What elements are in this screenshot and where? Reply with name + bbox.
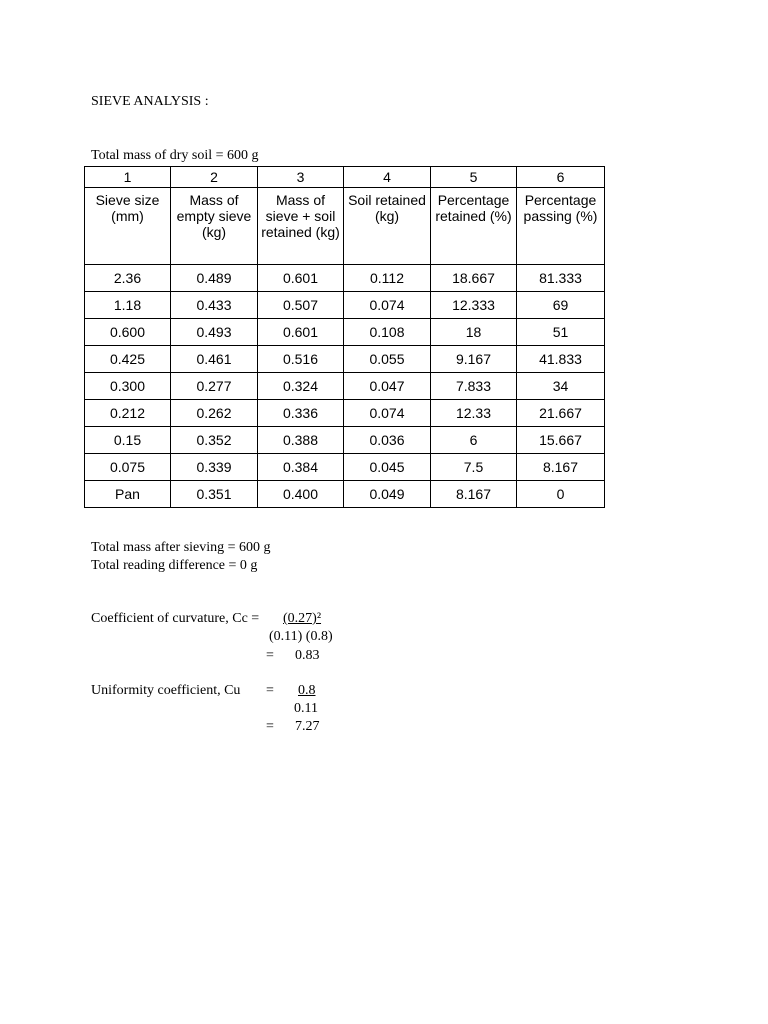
table-row-cell: 6 — [431, 427, 517, 454]
table-row-cell: 0 — [517, 481, 605, 508]
table-row-cell: 12.333 — [431, 292, 517, 319]
table-row-cell: 0.507 — [258, 292, 344, 319]
table-row-cell: 0.047 — [344, 373, 431, 400]
table-row-cell: 0.074 — [344, 292, 431, 319]
table-row-cell: 18.667 — [431, 265, 517, 292]
table-row-cell: 0.351 — [171, 481, 258, 508]
table-row-cell: 0.15 — [85, 427, 171, 454]
table-row-cell: 0.489 — [171, 265, 258, 292]
table-row — [85, 481, 605, 508]
column-number-row-cell: 1 — [85, 167, 171, 188]
cu-label: Uniformity coefficient, Cu — [91, 683, 241, 698]
cu-numerator: 0.8 — [298, 683, 316, 698]
column-header-row-cell: Percentage passing (%) — [517, 188, 605, 265]
table-row-cell: 0.049 — [344, 481, 431, 508]
cc-label: Coefficient of curvature, Cc = — [91, 611, 260, 626]
table-row-cell: 0.425 — [85, 346, 171, 373]
table-row-cell: 12.33 — [431, 400, 517, 427]
table-row-cell: Pan — [85, 481, 171, 508]
column-number-row-cell: 4 — [344, 167, 431, 188]
table-row-cell: 0.075 — [85, 454, 171, 481]
table-row-cell: 0.601 — [258, 319, 344, 346]
column-number-row — [85, 167, 605, 188]
total-reading-difference-line: Total reading difference = 0 g — [91, 558, 258, 573]
table-row — [85, 292, 605, 319]
table-row-cell: 0.388 — [258, 427, 344, 454]
column-header-row-cell: Mass of sieve + soil retained (kg) — [258, 188, 344, 265]
table-row-cell: 0.262 — [171, 400, 258, 427]
total-mass-line: Total mass of dry soil = 600 g — [91, 148, 259, 163]
table-row-cell: 0.516 — [258, 346, 344, 373]
table-row-cell: 0.045 — [344, 454, 431, 481]
table-row — [85, 427, 605, 454]
table-row-cell: 0.400 — [258, 481, 344, 508]
table-row-cell: 2.36 — [85, 265, 171, 292]
table-row-cell: 0.055 — [344, 346, 431, 373]
table-row-cell: 0.108 — [344, 319, 431, 346]
cc-result: 0.83 — [295, 648, 320, 663]
table-row — [85, 454, 605, 481]
table-row-cell: 0.601 — [258, 265, 344, 292]
table-row-cell: 0.336 — [258, 400, 344, 427]
sieve-analysis-table — [84, 166, 605, 508]
table-row-cell: 0.352 — [171, 427, 258, 454]
table-row-cell: 0.461 — [171, 346, 258, 373]
table-row-cell: 0.036 — [344, 427, 431, 454]
column-number-row-cell: 3 — [258, 167, 344, 188]
page-title: SIEVE ANALYSIS : — [91, 94, 209, 109]
cc-equals: = — [266, 648, 274, 663]
cu-result-equals: = — [266, 719, 274, 734]
table-row-cell: 0.212 — [85, 400, 171, 427]
column-number-row-cell: 2 — [171, 167, 258, 188]
table-row-cell: 41.833 — [517, 346, 605, 373]
table-row-cell: 0.493 — [171, 319, 258, 346]
table-row — [85, 346, 605, 373]
column-header-row-cell: Mass of empty sieve (kg) — [171, 188, 258, 265]
table-row-cell: 21.667 — [517, 400, 605, 427]
table-row-cell: 0.324 — [258, 373, 344, 400]
table-row-cell: 69 — [517, 292, 605, 319]
table-row-cell: 0.384 — [258, 454, 344, 481]
table-row-cell: 0.433 — [171, 292, 258, 319]
table-row-cell: 0.300 — [85, 373, 171, 400]
table-row-cell: 8.167 — [431, 481, 517, 508]
table-row-cell: 0.112 — [344, 265, 431, 292]
column-header-row-cell: Soil retained (kg) — [344, 188, 431, 265]
table-row-cell: 15.667 — [517, 427, 605, 454]
cc-numerator: (0.27)² — [283, 611, 322, 626]
table-row — [85, 319, 605, 346]
table-row-cell: 0.277 — [171, 373, 258, 400]
table-row-cell: 81.333 — [517, 265, 605, 292]
table-row-cell: 7.5 — [431, 454, 517, 481]
total-after-sieving-line: Total mass after sieving = 600 g — [91, 540, 271, 555]
table-row-cell: 18 — [431, 319, 517, 346]
table-row-cell: 1.18 — [85, 292, 171, 319]
cc-denominator: (0.11) (0.8) — [269, 629, 333, 644]
table-row-cell: 7.833 — [431, 373, 517, 400]
table-row-cell: 0.074 — [344, 400, 431, 427]
cu-equals: = — [266, 683, 274, 698]
column-header-row — [85, 188, 605, 265]
table-row — [85, 265, 605, 292]
table-row — [85, 400, 605, 427]
table-row-cell: 34 — [517, 373, 605, 400]
table-row-cell: 9.167 — [431, 346, 517, 373]
column-number-row-cell: 5 — [431, 167, 517, 188]
table-row-cell: 51 — [517, 319, 605, 346]
table-row-cell: 8.167 — [517, 454, 605, 481]
cu-denominator: 0.11 — [294, 701, 318, 716]
column-header-row-cell: Sieve size (mm) — [85, 188, 171, 265]
table-row-cell: 0.339 — [171, 454, 258, 481]
table-row-cell: 0.600 — [85, 319, 171, 346]
column-header-row-cell: Percentage retained (%) — [431, 188, 517, 265]
column-number-row-cell: 6 — [517, 167, 605, 188]
cu-result: 7.27 — [295, 719, 320, 734]
table-row — [85, 373, 605, 400]
